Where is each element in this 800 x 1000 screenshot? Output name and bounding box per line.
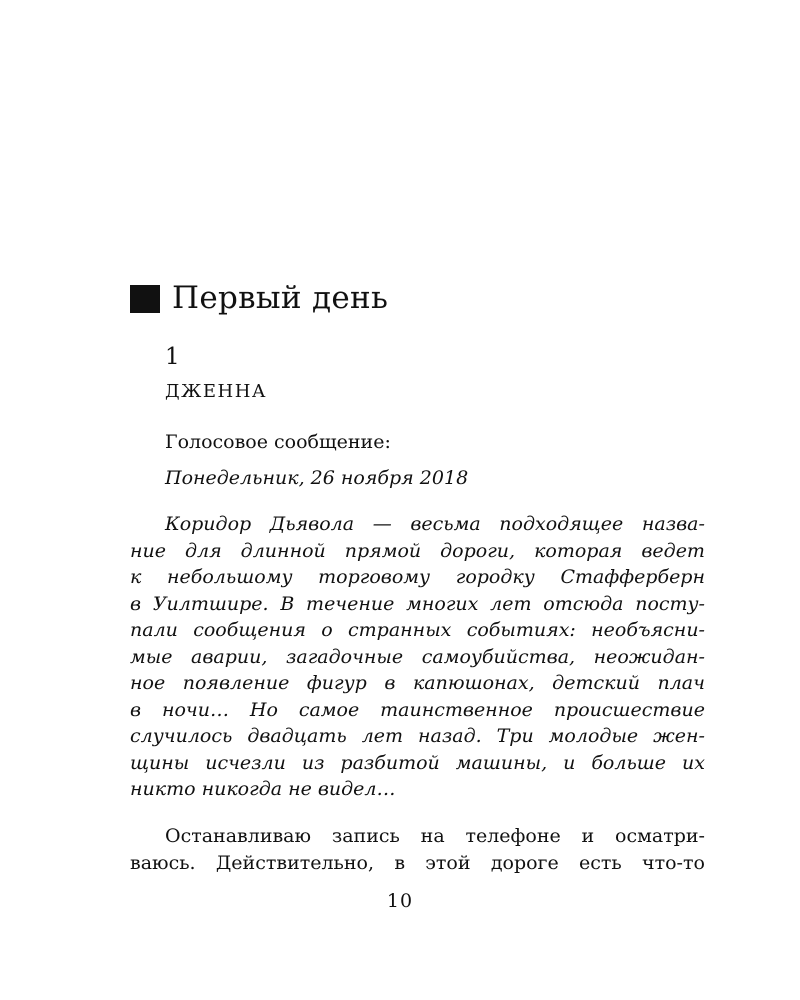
body-paragraph [130,823,705,876]
text-line: никто никогда не видел… [130,778,396,800]
text-line: случилось двадцать лет назад. Три молодые жен- [130,725,705,747]
page-number: 10 [386,890,414,912]
text-line: ное появление фигур в капюшонах, детский плач [130,672,705,694]
part-title: Первый день [172,280,389,316]
text-line: ние для длинной прямой дороги, которая ведет [130,539,705,562]
text-line: к небольшому торговому городку Стафферберн [130,566,705,588]
voice-message-date: Понедельник, 26 ноября 2018 [165,467,469,489]
text-line: ваюсь. Действительно, в этой дороге есть что-то [130,851,705,874]
text-line: в ночи… Но самое таинственное происшествие [130,698,705,721]
italic-paragraph [130,511,705,803]
part-heading [130,280,388,317]
chapter-name: ДЖЕННА [165,381,268,402]
text-line: щины исчезли из разбитой машины, и больше их [130,751,705,774]
text-line: Останавливаю запись на телефоне и осматри- [165,825,705,847]
chapter-number: 1 [165,344,180,370]
text-line: Коридор Дьявола — весьма подходящее назва- [165,513,705,535]
text-line: в Уилтшире. В течение многих лет отсюда посту- [130,592,705,615]
text-line: мые аварии, загадочные самоубийства, неожидан- [130,645,705,668]
black-square-icon [130,285,160,313]
text-line: пали сообщения о странных событиях: необъясни- [130,619,705,641]
voice-message-label: Голосовое сообщение: [165,431,391,453]
